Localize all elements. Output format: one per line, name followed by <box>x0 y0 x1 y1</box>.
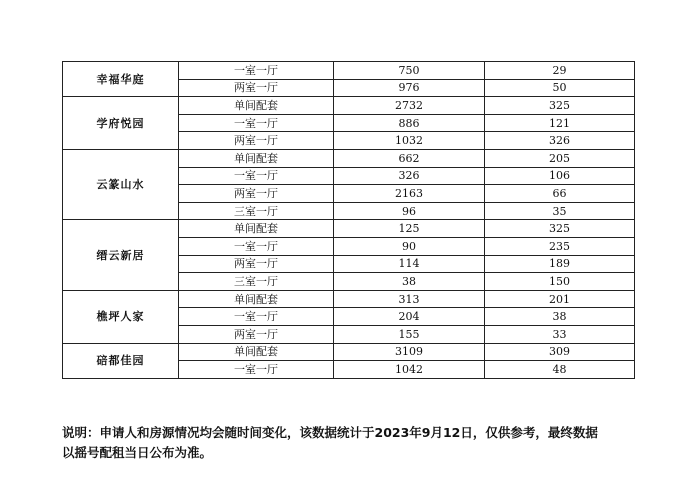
table-row <box>63 220 635 238</box>
unit-quota-cell: 150 <box>485 273 635 291</box>
applicant-count-cell: 114 <box>334 255 485 273</box>
unit-quota-cell: 201 <box>485 290 635 308</box>
footnote <box>62 423 642 463</box>
applicant-count-cell: 2732 <box>334 97 485 115</box>
unit-type-cell: 单间配套 <box>179 290 334 308</box>
table-body <box>63 62 635 379</box>
unit-type-cell: 单间配套 <box>179 97 334 115</box>
unit-type-cell: 两室一厅 <box>179 79 334 97</box>
table-row <box>63 343 635 361</box>
unit-quota-cell: 35 <box>485 202 635 220</box>
unit-type-cell: 两室一厅 <box>179 325 334 343</box>
applicant-count-cell: 750 <box>334 62 485 80</box>
applicant-count-cell: 886 <box>334 114 485 132</box>
housing-allocation-table <box>62 61 635 379</box>
footnote-line-2: 以摇号配租当日公布为准。 <box>62 445 213 460</box>
applicant-count-cell: 2163 <box>334 185 485 203</box>
community-name: 云篆山水 <box>63 149 179 219</box>
applicant-count-cell: 326 <box>334 167 485 185</box>
unit-type-cell: 两室一厅 <box>179 255 334 273</box>
applicant-count-cell: 38 <box>334 273 485 291</box>
applicant-count-cell: 125 <box>334 220 485 238</box>
unit-type-cell: 两室一厅 <box>179 185 334 203</box>
applicant-count-cell: 204 <box>334 308 485 326</box>
unit-quota-cell: 48 <box>485 361 635 379</box>
unit-quota-cell: 38 <box>485 308 635 326</box>
applicant-count-cell: 1042 <box>334 361 485 379</box>
applicant-count-cell: 96 <box>334 202 485 220</box>
table-row <box>63 62 635 80</box>
applicant-count-cell: 1032 <box>334 132 485 150</box>
unit-type-cell: 三室一厅 <box>179 202 334 220</box>
unit-type-cell: 单间配套 <box>179 220 334 238</box>
unit-quota-cell: 326 <box>485 132 635 150</box>
table-row <box>63 290 635 308</box>
community-name: 幸福华庭 <box>63 62 179 97</box>
community-name: 樵坪人家 <box>63 290 179 343</box>
unit-quota-cell: 235 <box>485 237 635 255</box>
unit-quota-cell: 33 <box>485 325 635 343</box>
unit-quota-cell: 205 <box>485 149 635 167</box>
unit-quota-cell: 325 <box>485 97 635 115</box>
applicant-count-cell: 976 <box>334 79 485 97</box>
unit-quota-cell: 121 <box>485 114 635 132</box>
unit-quota-cell: 325 <box>485 220 635 238</box>
unit-type-cell: 单间配套 <box>179 149 334 167</box>
table-row <box>63 149 635 167</box>
unit-type-cell: 一室一厅 <box>179 167 334 185</box>
unit-quota-cell: 29 <box>485 62 635 80</box>
community-name: 学府悦园 <box>63 97 179 150</box>
unit-type-cell: 一室一厅 <box>179 114 334 132</box>
unit-type-cell: 一室一厅 <box>179 237 334 255</box>
unit-type-cell: 一室一厅 <box>179 361 334 379</box>
unit-quota-cell: 106 <box>485 167 635 185</box>
unit-type-cell: 一室一厅 <box>179 308 334 326</box>
table-row <box>63 97 635 115</box>
footnote-line-1: 说明：申请人和房源情况均会随时间变化，该数据统计于2023年9月12日，仅供参考，最终数据 <box>62 425 598 440</box>
unit-quota-cell: 309 <box>485 343 635 361</box>
unit-quota-cell: 189 <box>485 255 635 273</box>
unit-type-cell: 三室一厅 <box>179 273 334 291</box>
applicant-count-cell: 90 <box>334 237 485 255</box>
community-name: 碚都佳园 <box>63 343 179 378</box>
unit-type-cell: 一室一厅 <box>179 62 334 80</box>
applicant-count-cell: 662 <box>334 149 485 167</box>
community-name: 缙云新居 <box>63 220 179 290</box>
unit-type-cell: 两室一厅 <box>179 132 334 150</box>
unit-type-cell: 单间配套 <box>179 343 334 361</box>
unit-quota-cell: 50 <box>485 79 635 97</box>
unit-quota-cell: 66 <box>485 185 635 203</box>
applicant-count-cell: 3109 <box>334 343 485 361</box>
applicant-count-cell: 313 <box>334 290 485 308</box>
applicant-count-cell: 155 <box>334 325 485 343</box>
